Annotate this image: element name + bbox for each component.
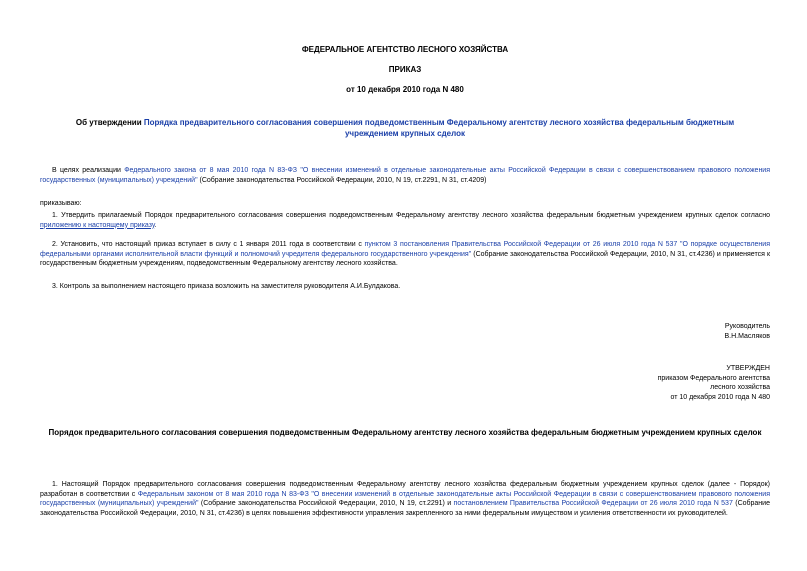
- item-2: [40, 240, 770, 269]
- signature-block: [724, 322, 770, 341]
- signature-name: В.Н.Масляков: [724, 332, 770, 340]
- p1-text-2: (Собрание законодательства Российской Федерации, 2010, N 19, ст.2291) и: [198, 500, 454, 508]
- approved-line-2: приказом Федерального агентства: [657, 374, 770, 382]
- item-3: 3. Контроль за выполнением настоящего приказа возложить на заместителя руководителя А.И.Булдакова.: [52, 283, 401, 290]
- appendix-link[interactable]: приложению к настоящему приказу: [40, 221, 155, 229]
- title-prefix: Об утверждении: [75, 118, 144, 127]
- approved-line-4: от 10 декабря 2010 года N 480: [670, 393, 770, 401]
- approved-block: [658, 364, 770, 402]
- doc-type-heading: ПРИКАЗ: [388, 65, 422, 74]
- approved-line-3: лесного хозяйства: [710, 384, 770, 392]
- item-1-end: .: [154, 221, 157, 229]
- item-2-text-2: (Собрание законодательства Российской Федерации, 2010, N 31, ст.4236) и применяется к государственным бюджетным учреждениям, подведомственным Федеральному агентству лесного хозяйства.: [40, 250, 771, 268]
- section-title: Порядок предварительного согласования совершения подведомственным Федеральному агентству лесного хозяйства федеральным бюджетным учреждением крупных сделок: [48, 428, 762, 437]
- decree-537-link-2[interactable]: постановлением Правительства Российской Федерации от 26 июля 2010 года N 537: [453, 500, 733, 508]
- preamble-text-1: В целях реализации: [52, 167, 125, 174]
- federal-law-link-2[interactable]: Федеральным законом от 8 мая 2010 года N 83-ФЗ "О внесении изменений в отдельные законодательные акты Российской Федерации в связи с совершенствованием правового положения государственных (муниципальных) учреждений": [40, 490, 770, 508]
- agency-heading: ФЕДЕРАЛЬНОЕ АГЕНТСТВО ЛЕСНОГО ХОЗЯЙСТВА: [301, 45, 509, 54]
- approved-label: УТВЕРЖДЕН: [726, 365, 770, 372]
- order-word: приказываю:: [40, 200, 82, 207]
- federal-law-link[interactable]: Федерального закона от 8 мая 2010 года N 83-ФЗ "О внесении изменений в отдельные законодательные акты Российской Федерации в связи с совершенствованием правового положения государственных (муниципальных) учреждений": [40, 167, 771, 184]
- item-2-text-1: 2. Установить, что настоящий приказ вступает в силу с 1 января 2011 года в соответствии с: [52, 241, 365, 248]
- order-title: [50, 117, 760, 139]
- p1-text-3: (Собрание законодательства Российской Федерации, 2010, N 31, ст.4236) в целях повышения эффективности управления закрепленного за ними федеральным имуществом и усиления ответственности их руководителей.: [40, 500, 770, 517]
- item-1-text: 1. Утвердить прилагаемый Порядок предварительного согласования совершения подведомственным Федеральному агентству лесного хозяйства федеральным бюджетным учреждением крупных сделок согласно: [52, 212, 770, 219]
- title-link[interactable]: Порядка предварительного согласования совершения подведомственным Федеральному агентству лесного хозяйства федеральным бюджетным учреждением крупных сделок: [143, 118, 735, 138]
- preamble-paragraph: [40, 166, 770, 185]
- date-number-heading: от 10 декабря 2010 года N 480: [346, 85, 464, 94]
- procedure-paragraph-1: [40, 480, 770, 518]
- item-1: [40, 211, 770, 230]
- signature-role: Руководитель: [724, 323, 770, 330]
- preamble-text-2: (Собрание законодательства Российской Федерации, 2010, N 19, ст.2291, N 31, ст.4209): [197, 176, 487, 184]
- decree-537-link[interactable]: пунктом 3 постановления Правительства Российской Федерации от 26 июля 2010 года N 537 "О порядке осуществления федеральными органами исполнительной власти функций и полномочий учредителя федерального государственного учреждения": [40, 241, 770, 258]
- p1-text-1: 1. Настоящий Порядок предварительного согласования совершения подведомственным Федеральному агентству лесного хозяйства федеральным бюджетным учреждением крупных сделок (далее - Порядок) разработан в соответствии с: [40, 481, 770, 498]
